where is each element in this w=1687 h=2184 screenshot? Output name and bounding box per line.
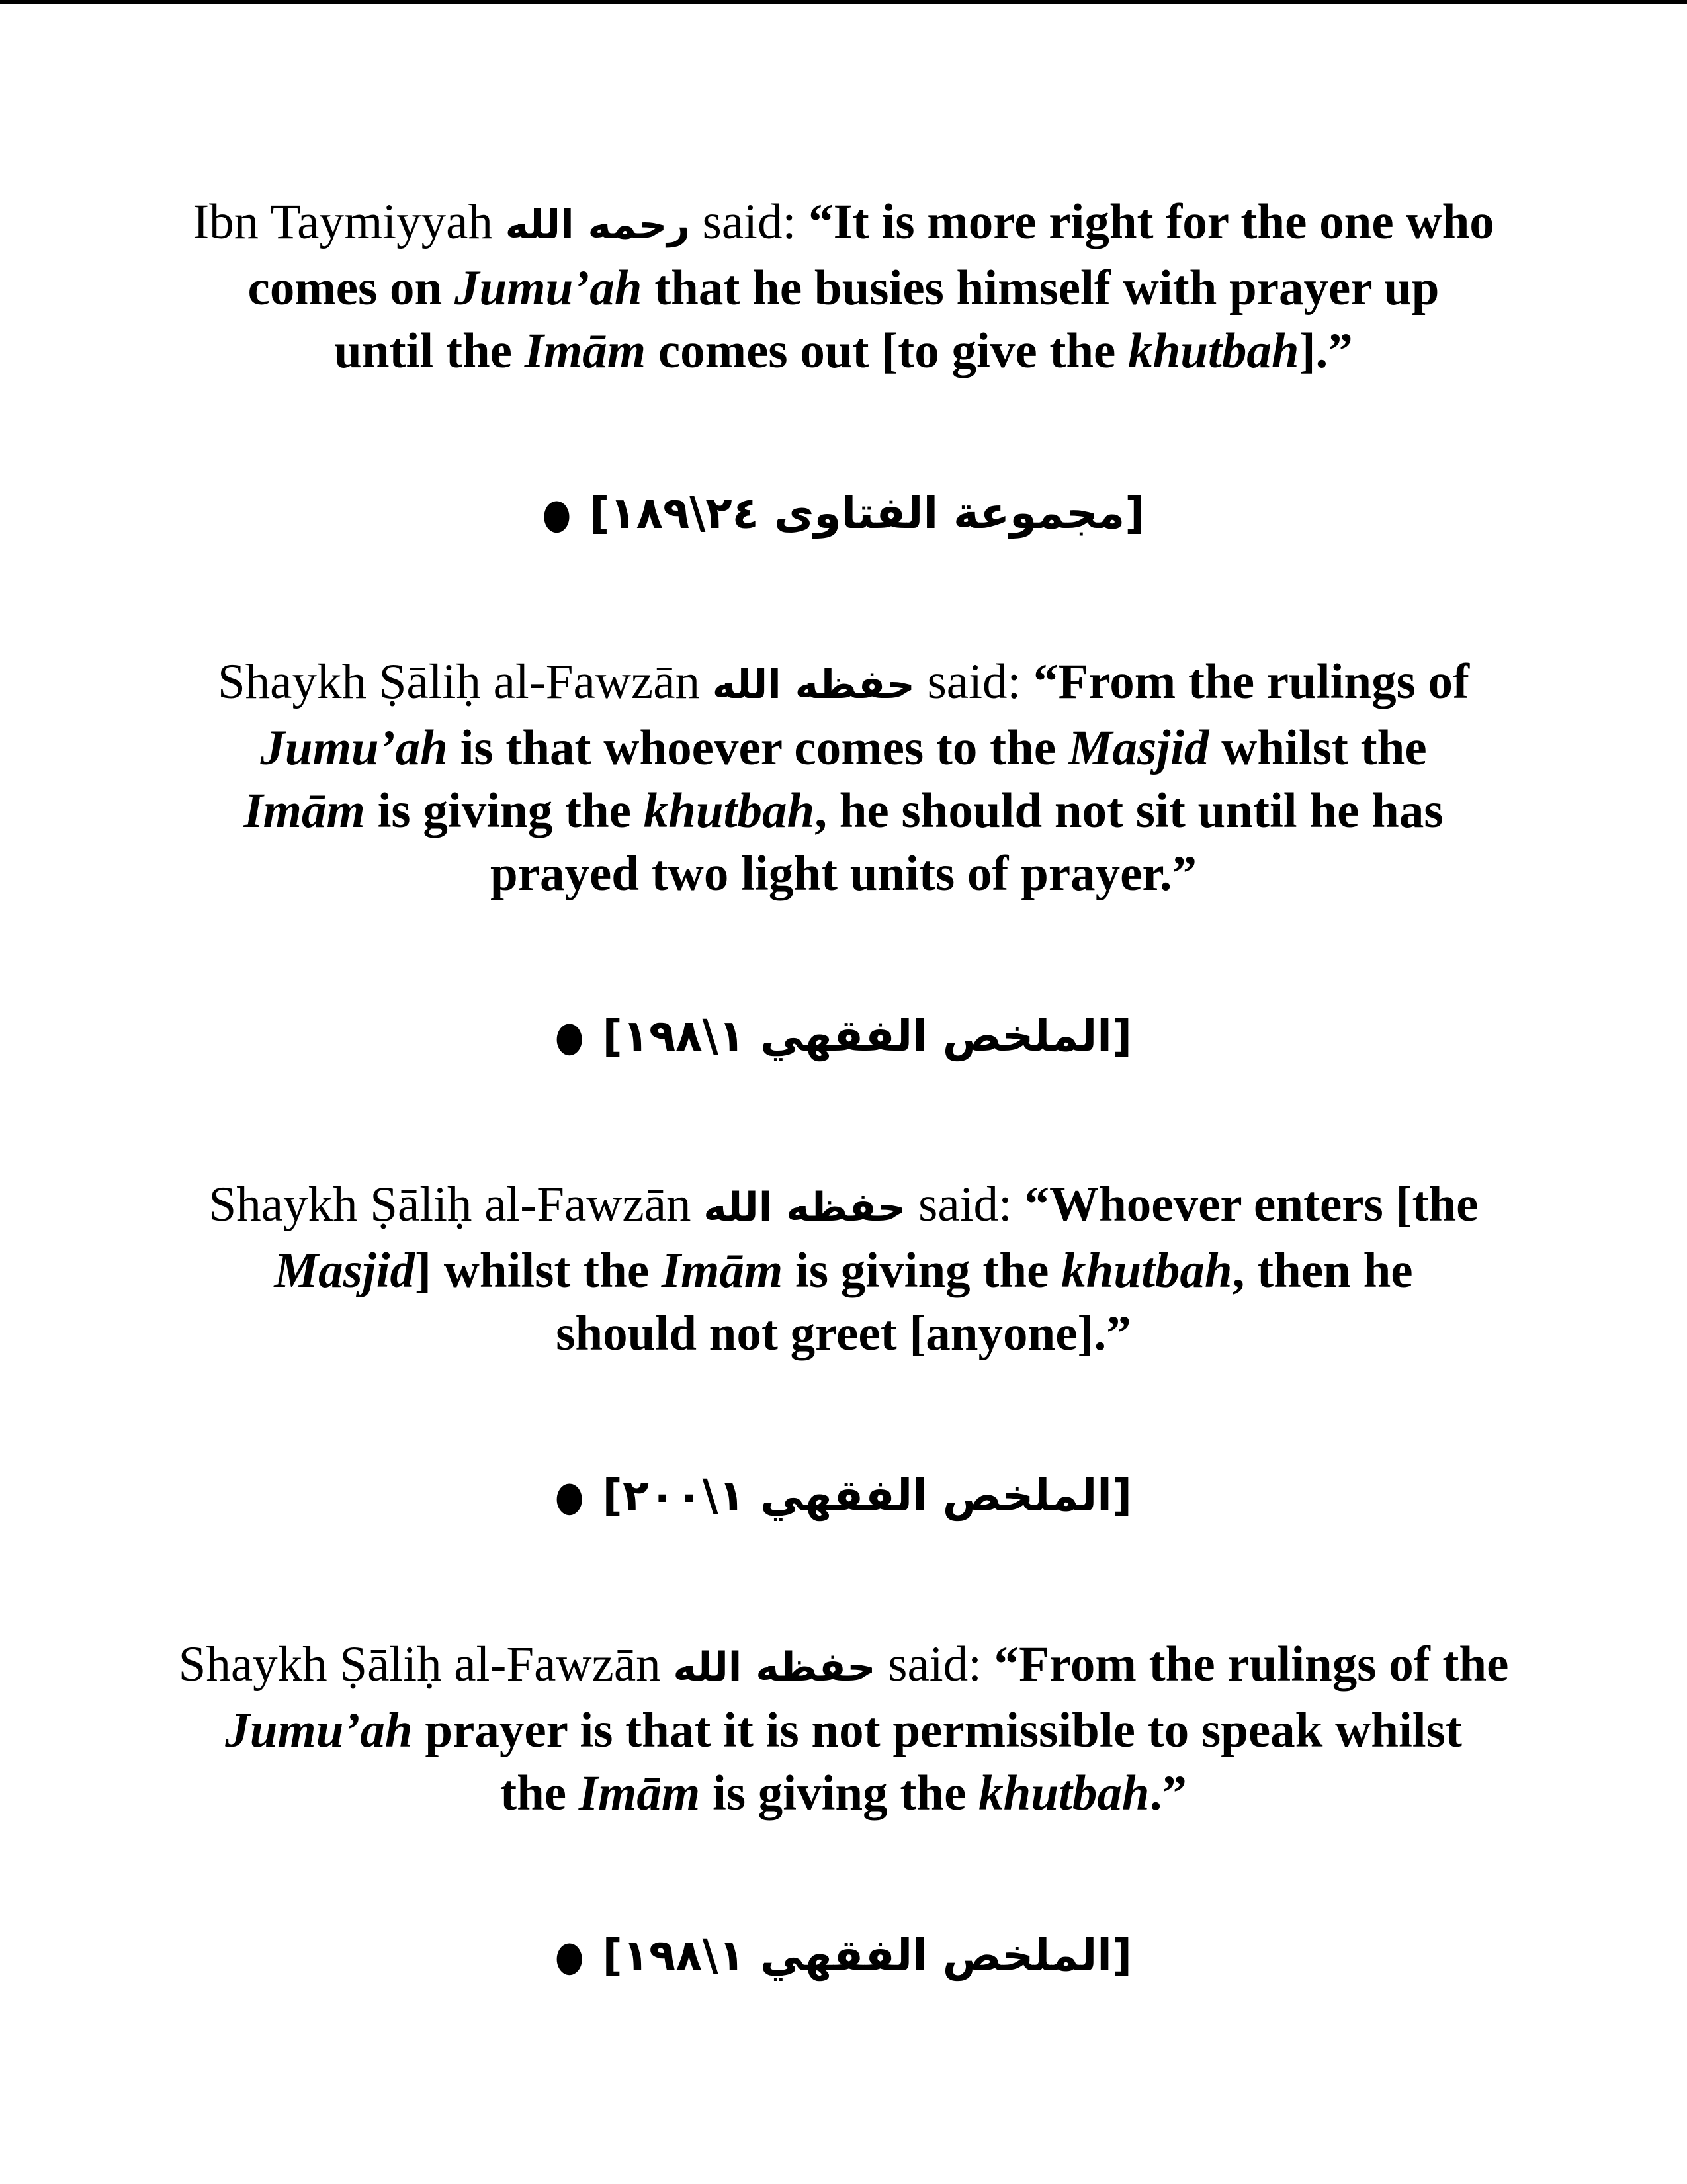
bullet-icon: ● bbox=[554, 1931, 584, 1980]
text-segment: “Whoever enters [the bbox=[1024, 1177, 1479, 1232]
quote-line-text bbox=[209, 1173, 1479, 1239]
text-segment: is giving the bbox=[365, 783, 644, 838]
quote-line bbox=[198, 779, 1489, 842]
text-segment: whilst the bbox=[1209, 721, 1427, 775]
bullet-icon: ● bbox=[542, 489, 572, 537]
citation-text: [الملخص الفقهي ١\٢٠٠] bbox=[602, 1470, 1133, 1521]
quote-line-text bbox=[334, 320, 1353, 382]
quote-line bbox=[198, 1173, 1489, 1239]
text-segment: khutbah bbox=[1061, 1243, 1233, 1298]
text-segment: Jumu’ah bbox=[225, 1703, 413, 1758]
text-segment: Masjid bbox=[274, 1243, 415, 1298]
citation-line bbox=[198, 1924, 1489, 1987]
text-segment: ] whilst the bbox=[414, 1243, 662, 1298]
text-segment: Jumu’ah bbox=[454, 261, 642, 316]
quote-line bbox=[198, 842, 1489, 905]
text-segment: said: bbox=[914, 654, 1034, 709]
quote-paragraph bbox=[178, 1633, 1509, 1825]
bullet-icon: ● bbox=[554, 1012, 584, 1060]
citation-line bbox=[198, 482, 1489, 545]
quote-line-text bbox=[179, 1633, 1509, 1699]
quote-line bbox=[198, 1239, 1489, 1302]
quote-line bbox=[198, 1302, 1489, 1365]
text-segment: the bbox=[500, 1766, 579, 1821]
text-segment: said: bbox=[906, 1177, 1025, 1232]
text-segment: is giving the bbox=[700, 1766, 979, 1821]
citation-line bbox=[198, 1004, 1489, 1067]
citation-text: [مجموعة الفتاوى ٢٤\١٨٩] bbox=[589, 488, 1145, 539]
quote-line-text bbox=[500, 1762, 1187, 1825]
quote-line bbox=[198, 1762, 1489, 1825]
quote-line-text bbox=[193, 191, 1494, 257]
text-segment: Imām bbox=[578, 1766, 701, 1821]
text-segment: Masjid bbox=[1068, 721, 1209, 775]
text-segment: comes out [to give the bbox=[646, 324, 1129, 378]
text-segment: Shaykh Ṣāliḥ al-Fawzān bbox=[178, 1637, 673, 1692]
text-segment: “From the rulings of bbox=[1033, 654, 1470, 709]
quote-line-text bbox=[274, 1239, 1412, 1302]
quote-line-text bbox=[556, 1302, 1131, 1365]
arabic-honorific: حفظه الله bbox=[673, 1644, 876, 1690]
quote-line-text bbox=[260, 717, 1426, 779]
bullet-icon: ● bbox=[554, 1471, 584, 1520]
text-segment: “It is more right for the one who bbox=[808, 195, 1494, 249]
text-segment: Shaykh Ṣāliḥ al-Fawzān bbox=[217, 654, 713, 709]
text-segment: Imām bbox=[661, 1243, 783, 1298]
quote-paragraph bbox=[198, 1173, 1489, 1365]
quote-line bbox=[193, 191, 1494, 257]
text-segment: khutbah bbox=[1128, 324, 1299, 378]
text-segment: khutbah bbox=[978, 1766, 1150, 1821]
text-segment: , then he bbox=[1232, 1243, 1413, 1298]
quote-line-text bbox=[225, 1699, 1462, 1762]
text-segment: said: bbox=[875, 1637, 994, 1692]
text-segment: is that whoever comes to the bbox=[447, 721, 1068, 775]
arabic-honorific: رحمه الله bbox=[505, 202, 690, 248]
text-segment: ].” bbox=[1299, 324, 1353, 378]
citation-text: [الملخص الفقهي ١\١٩٨] bbox=[602, 1010, 1133, 1061]
text-segment: .” bbox=[1149, 1766, 1187, 1821]
text-segment: comes on bbox=[247, 261, 454, 316]
text-segment: that he busies himself with prayer up bbox=[642, 261, 1440, 316]
quote-line-text bbox=[218, 650, 1469, 717]
document-content bbox=[0, 4, 1687, 1987]
arabic-honorific: حفظه الله bbox=[712, 662, 915, 708]
quote-line-text bbox=[243, 779, 1443, 842]
quote-line bbox=[178, 1633, 1509, 1699]
quote-paragraph bbox=[198, 650, 1489, 905]
quote-line-text bbox=[248, 257, 1440, 320]
text-segment: Shaykh Ṣāliḥ al-Fawzān bbox=[208, 1177, 704, 1232]
text-segment: Jumu’ah bbox=[260, 721, 448, 775]
text-segment: Imām bbox=[243, 783, 365, 838]
text-segment: said: bbox=[689, 195, 809, 249]
citation-line bbox=[198, 1464, 1489, 1527]
text-segment: Imām bbox=[524, 324, 646, 378]
citation-text: [الملخص الفقهي ١\١٩٨] bbox=[602, 1930, 1133, 1981]
text-segment: prayer is that it is not permissible to speak whilst bbox=[412, 1703, 1462, 1758]
quote-line bbox=[198, 650, 1489, 717]
text-segment: Ibn Taymiyyah bbox=[193, 195, 505, 249]
text-segment: is giving the bbox=[783, 1243, 1062, 1298]
text-segment: until the bbox=[334, 324, 525, 378]
quote-line bbox=[198, 257, 1489, 320]
text-segment: should not greet [anyone].” bbox=[556, 1306, 1131, 1361]
quote-paragraph bbox=[193, 191, 1494, 382]
text-segment: prayed two light units of prayer.” bbox=[490, 846, 1197, 901]
text-segment: khutbah bbox=[643, 783, 815, 838]
text-segment: , he should not sit until he has bbox=[814, 783, 1444, 838]
quote-line bbox=[198, 320, 1489, 382]
quote-line bbox=[198, 717, 1489, 779]
quote-line-text bbox=[490, 842, 1197, 905]
text-segment: “From the rulings of the bbox=[994, 1637, 1509, 1692]
arabic-honorific: حفظه الله bbox=[703, 1184, 906, 1231]
quote-line bbox=[198, 1699, 1489, 1762]
